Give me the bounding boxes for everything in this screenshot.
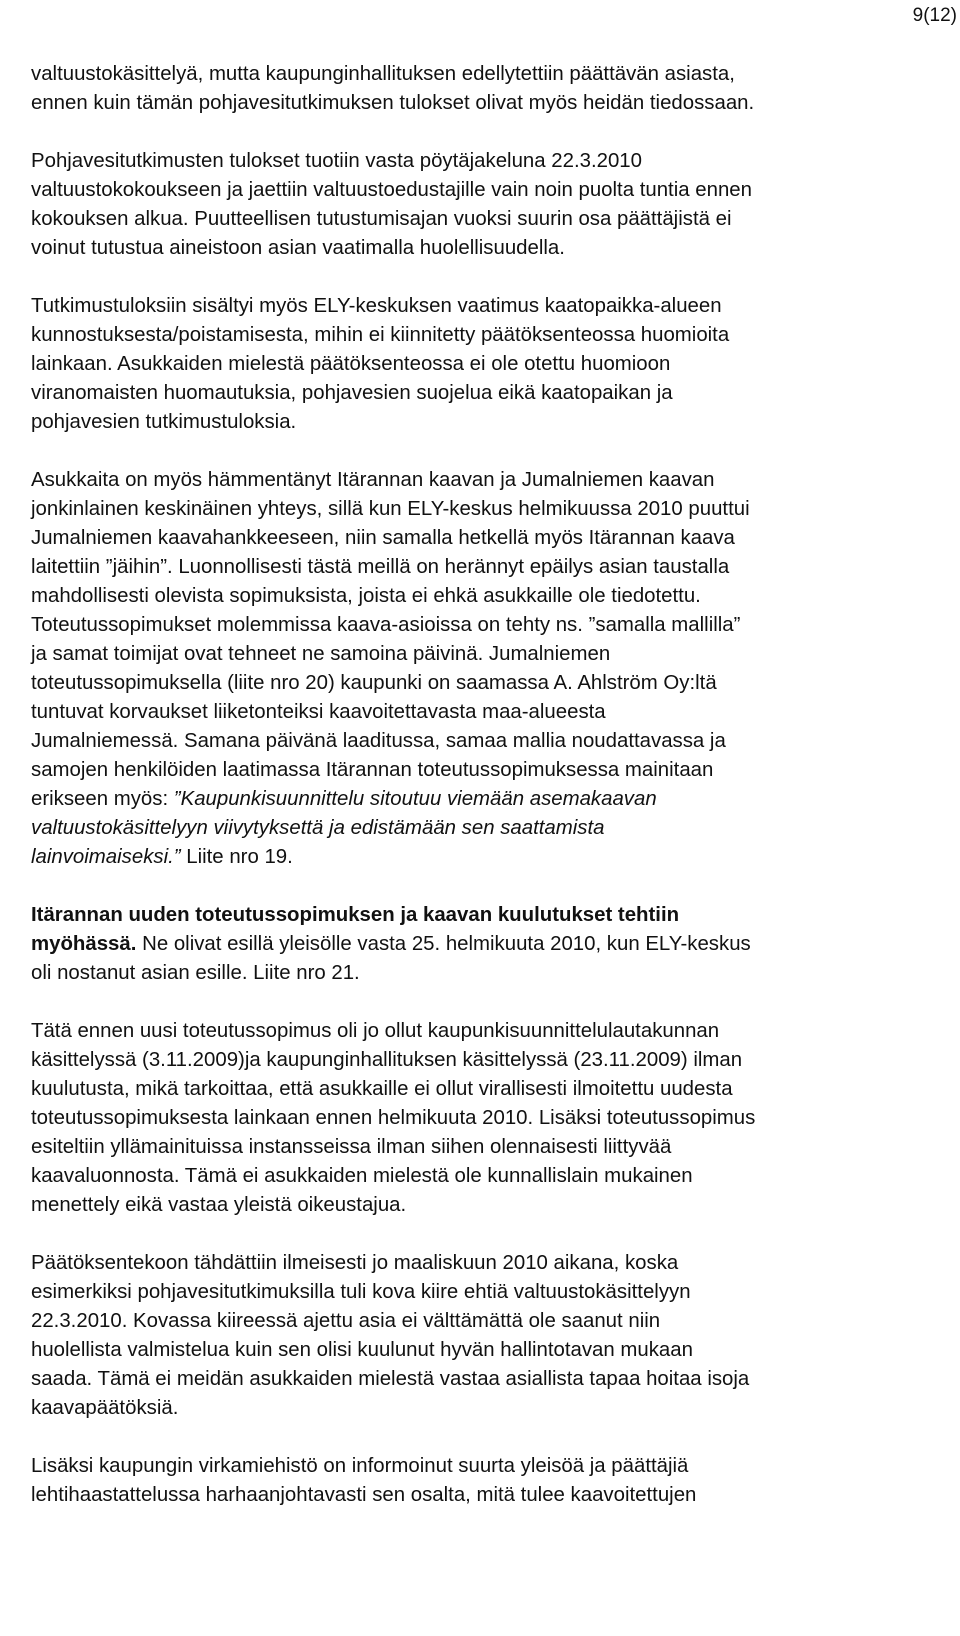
text-line: ennen kuin tämän pohjavesitutkimuksen tulokset olivat myös heidän tiedossaan. bbox=[31, 92, 755, 114]
text-line: Jumalniemen kaavahankkeeseen, niin samalla hetkellä myös Itärannan kaava bbox=[31, 527, 735, 549]
text-line: Tätä ennen uusi toteutussopimus oli jo ollut kaupunkisuunnittelulautakunnan bbox=[31, 1020, 720, 1042]
text-line bbox=[31, 843, 933, 872]
text-line: 22.3.2010. Kovassa kiireessä ajettu asia ei välttämättä ole saanut niin bbox=[31, 1310, 661, 1332]
text-line: Tutkimustuloksiin sisältyi myös ELY-keskuksen vaatimus kaatopaikka-alueen bbox=[31, 295, 722, 317]
text-line: mahdollisesti olevista sopimuksista, joista ei ehkä asukkaille ole tiedotettu. bbox=[31, 585, 701, 607]
text-line: saada. Tämä ei meidän asukkaiden mielestä vastaa asiallista tapaa hoitaa isoja bbox=[31, 1368, 750, 1390]
text-line: kuulutusta, mikä tarkoittaa, että asukkaille ei ollut virallisesti ilmoitettu uudesta bbox=[31, 1078, 733, 1100]
page-number: 9(12) bbox=[912, 5, 957, 26]
paragraph-4 bbox=[31, 466, 933, 872]
text-line: ja samat toimijat ovat tehneet ne samoina päivinä. Jumalniemen bbox=[31, 643, 611, 665]
text-line: Asukkaita on myös hämmentänyt Itärannan kaavan ja Jumalniemen kaavan bbox=[31, 469, 715, 491]
quote-intro: erikseen myös: bbox=[31, 788, 174, 810]
text-line: voinut tutustua aineistoon asian vaatimalla huolellisuudella. bbox=[31, 237, 565, 259]
text-line: menettely eikä vastaa yleistä oikeustajua. bbox=[31, 1194, 407, 1216]
text-line: lehtihaastattelussa harhaanjohtavasti sen osalta, mitä tulee kaavoitettujen bbox=[31, 1484, 697, 1506]
document-body bbox=[31, 60, 933, 1539]
text-line: lainkaan. Asukkaiden mielestä päätöksenteossa ei ole otettu huomioon bbox=[31, 353, 671, 375]
text-line: huolellista valmistelua kuin sen olisi kuulunut hyvän hallintotavan mukaan bbox=[31, 1339, 693, 1361]
text-line: toteutussopimuksella (liite nro 20) kaupunki on saamassa A. Ahlström Oy:ltä bbox=[31, 672, 717, 694]
text-span: Ne olivat esillä yleisölle vasta 25. helmikuuta 2010, kun ELY-keskus bbox=[136, 933, 751, 955]
text-line: käsittelyssä (3.11.2009)ja kaupunginhallituksen käsittelyssä (23.11.2009) ilman bbox=[31, 1049, 743, 1071]
text-line: Toteutussopimukset molemmissa kaava-asioissa on tehty ns. ”samalla mallilla” bbox=[31, 614, 741, 636]
paragraph-2 bbox=[31, 147, 933, 263]
text-line: kunnostuksesta/poistamisesta, mihin ei kiinnitetty päätöksenteossa huomioita bbox=[31, 324, 730, 346]
text-line: esiteltiin yllämainituissa instansseissa ilman siihen olennaisesti liittyvää bbox=[31, 1136, 672, 1158]
text-line: kaavapäätöksiä. bbox=[31, 1397, 179, 1419]
text-line: samojen henkilöiden laatimassa Itärannan toteutussopimuksessa mainitaan bbox=[31, 759, 714, 781]
paragraph-3 bbox=[31, 292, 933, 437]
bold-heading-text: Itärannan uuden toteutussopimuksen ja kaavan kuulutukset tehtiin bbox=[31, 904, 680, 926]
text-line: esimerkiksi pohjavesitutkimuksilla tuli kova kiire ehtiä valtuustokäsittelyyn bbox=[31, 1281, 691, 1303]
paragraph-5 bbox=[31, 901, 933, 988]
text-line: Jumalniemessä. Samana päivänä laaditussa, samaa mallia noudattavassa ja bbox=[31, 730, 726, 752]
quoted-text: valtuustokäsittelyyn viivytyksettä ja edistämään sen saattamista bbox=[31, 817, 605, 839]
text-line: kaavaluonnosta. Tämä ei asukkaiden mielestä ole kunnallislain mukainen bbox=[31, 1165, 693, 1187]
paragraph-7 bbox=[31, 1249, 933, 1423]
attachment-reference: Liite nro 19. bbox=[180, 846, 293, 868]
text-line: viranomaisten huomautuksia, pohjavesien suojelua eikä kaatopaikan ja bbox=[31, 382, 673, 404]
text-line: oli nostanut asian esille. Liite nro 21. bbox=[31, 962, 360, 984]
text-line: kokouksen alkua. Puutteellisen tutustumisajan vuoksi suurin osa päättäjistä ei bbox=[31, 208, 732, 230]
quoted-text: lainvoimaiseksi.” bbox=[31, 846, 181, 868]
text-line bbox=[31, 785, 933, 814]
text-line: laitettiin ”jäihin”. Luonnollisesti tästä meillä on herännyt epäilys asian taustalla bbox=[31, 556, 730, 578]
text-line: valtuustokokoukseen ja jaettiin valtuustoedustajille vain noin puolta tuntia ennen bbox=[31, 179, 752, 201]
text-line: toteutussopimuksesta lainkaan ennen helmikuuta 2010. Lisäksi toteutussopimus bbox=[31, 1107, 756, 1129]
paragraph-1 bbox=[31, 60, 933, 118]
paragraph-8 bbox=[31, 1452, 933, 1510]
quoted-text: ”Kaupunkisuunnittelu sitoutuu viemään asemakaavan bbox=[173, 788, 657, 810]
text-line: jonkinlainen keskinäinen yhteys, sillä kun ELY-keskus helmikuussa 2010 puuttui bbox=[31, 498, 750, 520]
text-line: pohjavesien tutkimustuloksia. bbox=[31, 411, 297, 433]
bold-heading-text: myöhässä. bbox=[31, 933, 137, 955]
text-line: tuntuvat korvaukset liiketonteiksi kaavoitettavasta maa-alueesta bbox=[31, 701, 606, 723]
text-line: Päätöksentekoon tähdättiin ilmeisesti jo maaliskuun 2010 aikana, koska bbox=[31, 1252, 679, 1274]
text-line: Lisäksi kaupungin virkamiehistö on informoinut suurta yleisöä ja päättäjiä bbox=[31, 1455, 689, 1477]
paragraph-6 bbox=[31, 1017, 933, 1220]
text-line: valtuustokäsittelyä, mutta kaupunginhallituksen edellytettiin päättävän asiasta, bbox=[31, 63, 735, 85]
text-line: Pohjavesitutkimusten tulokset tuotiin vasta pöytäjakeluna 22.3.2010 bbox=[31, 150, 642, 172]
text-line bbox=[31, 930, 933, 959]
